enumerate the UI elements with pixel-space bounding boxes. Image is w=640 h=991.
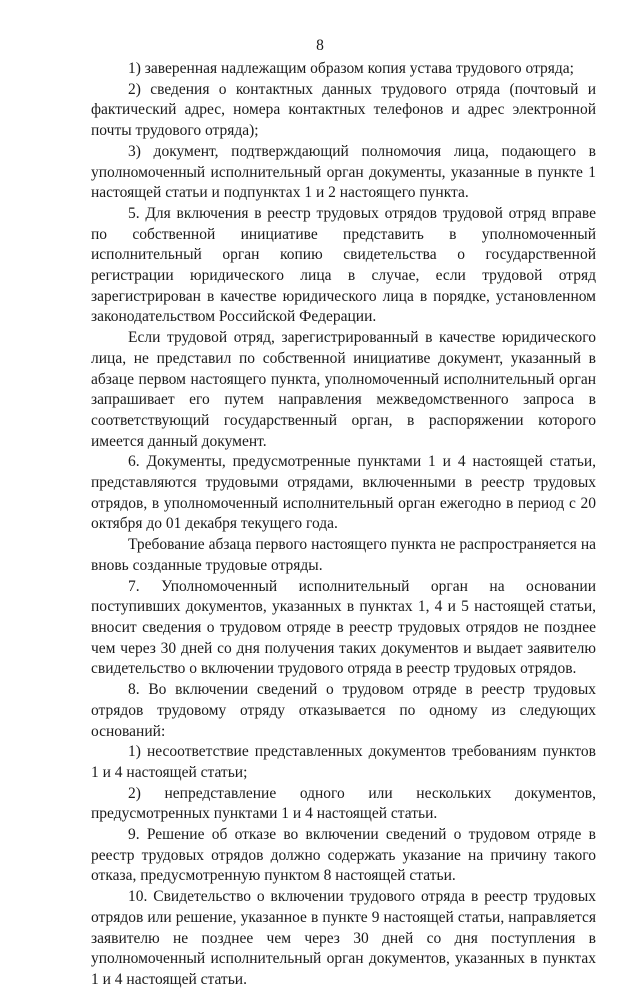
paragraph-point-5-abzac-2: Если трудовой отряд, зарегистрированный в качестве юридического лица, не представил по собственной инициативе документ, указанный в абзаце первом настоящего пункта, уполномоченный исполнительный орган запрашивает его путем направления межведомственного запроса в соответствующий государственный орган, в распоряжении которого имеется данный документ. xyxy=(91,329,596,450)
paragraph-point-9: 9. Решение об отказе во включении сведений о трудовом отряде в реестр трудовых отрядов должно содержать указание на причину такого отказа, предусмотренную пунктом 8 настоящей статьи. xyxy=(91,826,596,885)
paragraph-point-8-item-2: 2) непредставление одного или нескольких документов, предусмотренных пунктами 1 и 4 настоящей статьи. xyxy=(91,784,596,823)
document-body xyxy=(91,59,596,991)
paragraph-point-6: 6. Документы, предусмотренные пунктами 1 и 4 настоящей статьи, представляются трудовыми отрядами, включенными в реестр трудовых отрядов, в уполномоченный исполнительный орган ежегодно в период с 20 октября до 01 декабря текущего года. xyxy=(91,453,596,533)
paragraph-point-10: 10. Свидетельство о включении трудового отряда в реестр трудовых отрядов или решение, указанное в пункте 9 настоящей статьи, направляется заявителю не позднее чем через 30 дней со дня поступления в уполномоченный исполнительный орган документов, указанных в пунктах 1 и 4 настоящей статьи. xyxy=(91,888,596,988)
page-number: 8 xyxy=(316,37,324,54)
paragraph-point-5: 5. Для включения в реестр трудовых отрядов трудовой отряд вправе по собственной инициативе представить в уполномоченный исполнительный орган копию свидетельства о государственной регистрации юридического лица в случае, если трудовой отряд зарегистрирован в качестве юридического лица в порядке, установленном законодательством Российской Федерации. xyxy=(91,204,596,326)
paragraph-point-8: 8. Во включении сведений о трудовом отряде в реестр трудовых отрядов трудовому отряду отказывается по одному из следующих оснований: xyxy=(91,681,596,740)
paragraph-item-1: 1) заверенная надлежащим образом копия устава трудового отряда; xyxy=(128,60,574,77)
paragraph-point-7: 7. Уполномоченный исполнительный орган на основании поступивших документов, указанных в пунктах 1, 4 и 5 настоящей статьи, вносит сведения о трудовом отряде в реестр трудовых отрядов не позднее чем через 30 дней со дня получения таких документов и выдает заявителю свидетельство о включении трудового отряда в реестр трудовых отрядов. xyxy=(91,577,596,678)
paragraph-item-2: 2) сведения о контактных данных трудового отряда (почтовый и фактический адрес, номера контактных телефонов и адрес электронной почты трудового отряда); xyxy=(91,80,596,140)
paragraph-item-3: 3) документ, подтверждающий полномочия лица, подающего в уполномоченный исполнительный орган документы, указанные в пункте 1 настоящей статьи и подпунктах 1 и 2 настоящего пункта. xyxy=(91,142,596,202)
paragraph-point-6-abzac-2: Требование абзаца первого настоящего пункта не распространяется на вновь созданные трудовые отряды. xyxy=(91,536,596,574)
paragraph-point-8-item-1: 1) несоответствие представленных документов требованиям пунктов 1 и 4 настоящей статьи; xyxy=(91,743,596,781)
